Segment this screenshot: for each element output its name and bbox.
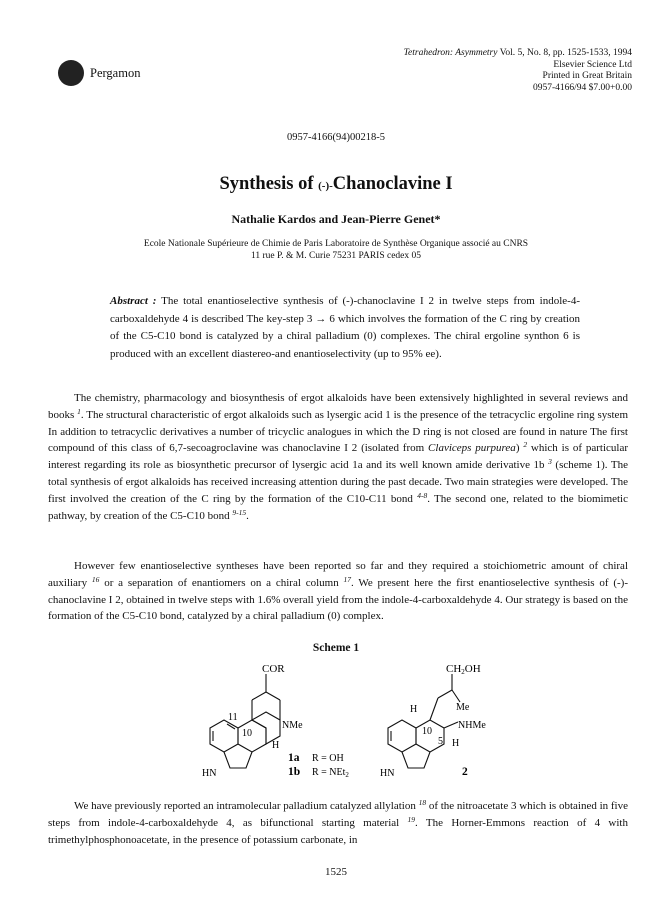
abstract-text: The total enantioselective synthesis of (-)-chanoclavine I 2 in twelve steps from indole-4-carboxaldehyde 4 is described The key-step 3 → 6 which involves the formation of the C ring by creation of the C5-C10 bond is catalyzed by a chiral palladium (0) complexes. The chiral ergoline synthon 6 is produced with an excellent diastereo-and enantioselectivity (up to 95% ee). xyxy=(110,295,580,360)
ref-9-15: 9-15 xyxy=(232,507,247,517)
s2-me: Me xyxy=(456,702,470,713)
scheme-title: Scheme 1 xyxy=(312,642,360,654)
affiliation-line-2: 11 rue P. & M. Curie 75231 PARIS cedex 05 xyxy=(250,251,422,261)
page-number: 1525 xyxy=(325,866,347,878)
title-main: Chanoclavine I xyxy=(332,174,453,194)
abstract-label: Abstract : xyxy=(110,295,157,307)
s2-nhme: NHMe xyxy=(458,720,486,731)
s1-n11: 11 xyxy=(228,712,238,723)
paper-title xyxy=(0,174,672,195)
scheme-1-figure xyxy=(190,660,510,782)
paragraph-3 xyxy=(48,798,628,848)
journal-meta xyxy=(404,48,632,94)
ref-16: 16 xyxy=(91,574,100,584)
affiliation xyxy=(0,238,672,262)
p1-text-f: . The second one, related to the biomimetic pathway, by creation of the C5-C10 bond xyxy=(48,492,628,522)
journal-name: Tetrahedron: Asymmetry xyxy=(403,48,498,58)
ref-19: 19 xyxy=(407,814,416,824)
s1-h: H xyxy=(272,740,280,751)
s1-hn: HN xyxy=(202,768,217,779)
journal-volume: Vol. 5, No. 8, pp. 1525-1533, 1994 xyxy=(499,48,632,58)
p3-text-b: of the nitroacetate 3 which is obtained in five steps from indole-4-carboxaldehyde 4, as bifunctional starting material xyxy=(48,800,628,829)
title-prefix: Synthesis of xyxy=(219,174,314,194)
p3-text-c: . The Horner-Emmons reaction of 4 with trimethylphosphonoacetate, in the presence of potassium carbonate, in xyxy=(48,816,628,846)
publisher-name: Pergamon xyxy=(90,66,141,80)
s2-ch2oh: CH2OH xyxy=(446,663,481,676)
s2-n10: 10 xyxy=(422,726,432,737)
p1-text-d: which is of particular interest regarding its role as biosynthetic precursor of lysergic acid 1a and its well known amide derivative 1b xyxy=(48,442,628,472)
p3-text-a: We have previously reported an intramolecular palladium catalyzed allylation xyxy=(74,800,419,812)
p1-text-b: . The structural characteristic of ergot alkaloids such as lysergic acid 1 is the presence of the tetracyclic ergoline ring system In addition to tetracyclic derivatives a number of tricyclic analogues in which the D ring is not closed are found in nature The first compound of this class of 6,7-secoagroclavine was chanoclavine I 2 (isolated from xyxy=(48,408,628,455)
copyright: Elsevier Science Ltd xyxy=(553,59,632,70)
ref-3: 3 xyxy=(548,457,552,467)
p2-text-c: . We present here the first enantioselective synthesis of (-)-chanoclavine I 2, obtained in twelve steps with 1.6% overall yield from the indole-4-carboxaldehyde 4. Our strategy is based on the formation of the C5-C10 bond, catalyzed by a chiral palladium (0) complex. xyxy=(48,576,628,623)
s2-n5: 5 xyxy=(438,736,443,747)
ref-2: 2 xyxy=(523,440,528,450)
species-name: Claviceps purpurea xyxy=(428,442,516,455)
s1-r-oh: R = OH xyxy=(312,753,344,764)
s2-h2: H xyxy=(452,738,460,749)
p2-text-b: or a separation of enantiomers on a chiral column xyxy=(99,576,344,589)
p1-text-g: . xyxy=(246,509,249,522)
affiliation-line-1: Ecole Nationale Supérieure de Chimie de Paris Laboratoire de Synthèse Organique associé au CNRS xyxy=(143,239,529,249)
s1-label-1a: 1a xyxy=(288,752,300,764)
p1-text-a: The chemistry, pharmacology and biosynthesis of ergot alkaloids have been extensively highlighted in several reviews and books xyxy=(48,392,628,421)
title-sign: (-)- xyxy=(318,180,333,192)
s2-label-2: 2 xyxy=(462,766,468,778)
ref-4-8: 4-8 xyxy=(417,490,428,500)
price-code: 0957-4166/94 $7.00+0.00 xyxy=(532,82,632,93)
ring-a-1 xyxy=(210,720,238,752)
s1-cor: COR xyxy=(262,663,285,675)
ref-18: 18 xyxy=(418,798,427,807)
ref-17: 17 xyxy=(343,574,351,584)
abstract xyxy=(110,293,580,363)
publisher-logo xyxy=(58,60,84,86)
ring-b-1 xyxy=(224,752,252,768)
s1-r-net: R = NEt$_2$ xyxy=(312,767,349,779)
p1-text-e: (scheme 1). The total synthesis of ergot alkaloids has received increasing attention during the past decade. Two main strategies were developed. The first involved the creation of the C ring by the formation of the C10-C11 bond xyxy=(48,459,628,505)
p1-text-c: ) xyxy=(515,442,524,455)
paragraph-1 xyxy=(48,390,628,524)
structure-2 xyxy=(388,674,460,768)
ring-a-2 xyxy=(388,720,416,752)
ring-b-2 xyxy=(402,752,430,768)
ref-1: 1 xyxy=(77,406,81,416)
s2-h1: H xyxy=(410,704,418,715)
printed-in: Printed in Great Britain xyxy=(542,71,632,81)
s1-n10: 10 xyxy=(242,728,252,739)
doi: 0957-4166(94)00218-5 xyxy=(287,132,385,143)
s1-label-1b: 1b xyxy=(288,766,301,778)
s2-hn: HN xyxy=(380,768,395,779)
structure-1 xyxy=(210,674,280,768)
journal-line xyxy=(404,48,632,60)
authors: Nathalie Kardos and Jean-Pierre Genet* xyxy=(231,212,441,226)
paragraph-2 xyxy=(48,558,628,625)
s1-nme: NMe xyxy=(282,720,303,731)
p2-text-a: However few enantioselective syntheses have been reported so far and they required a stoichiometric amount of chiral auxiliary xyxy=(48,560,628,589)
